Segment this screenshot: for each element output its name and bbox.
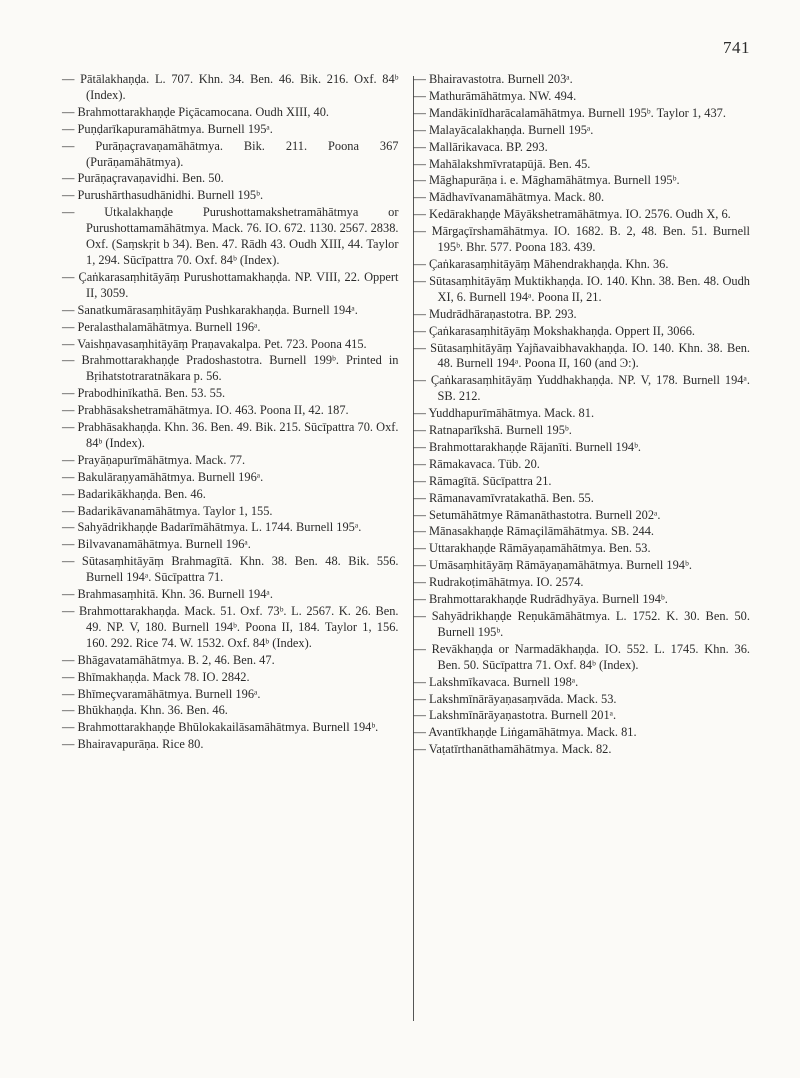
catalog-entry: — Çaṅkarasaṃhitāyāṃ Māhendrakhaṇḍa. Khn. 36. (414, 257, 751, 273)
catalog-entry: — Sūtasaṃhitāyāṃ Brahmagītā. Khn. 38. Ben. 48. Bik. 556. Burnell 194ᵃ. Sūcīpattra 71. (62, 554, 399, 586)
catalog-entry: — Bhāgavatamāhātmya. B. 2, 46. Ben. 47. (62, 653, 399, 669)
catalog-entry: — Brahmottarakhaṇḍe Bhūlokakailāsamāhātmya. Burnell 194ᵇ. (62, 720, 399, 736)
catalog-entry: — Mahālakshmīvratapūjā. Ben. 45. (414, 157, 751, 173)
catalog-entry: — Sūtasaṃhitāyāṃ Muktikhaṇḍa. IO. 140. Khn. 38. Ben. 48. Oudh XI, 6. Burnell 194ᵃ. Poona II, 21. (414, 274, 751, 306)
catalog-entry: — Bhairavapurāṇa. Rice 80. (62, 737, 399, 753)
catalog-entry: — Mallārikavaca. BP. 293. (414, 140, 751, 156)
catalog-entry: — Māghapurāṇa i. e. Māghamāhātmya. Burnell 195ᵇ. (414, 173, 751, 189)
catalog-entry: — Prabodhinīkathā. Ben. 53. 55. (62, 386, 399, 402)
catalog-entry: — Umāsaṃhitāyāṃ Rāmāyaṇamāhātmya. Burnell 194ᵇ. (414, 558, 751, 574)
catalog-entry: — Bakulāraṇyamāhātmya. Burnell 196ᵃ. (62, 470, 399, 486)
catalog-entry: — Rāmagītā. Sūcīpattra 21. (414, 474, 751, 490)
catalog-entry: — Avantīkhaṇḍe Liṅgamāhātmya. Mack. 81. (414, 725, 751, 741)
catalog-entry: — Rāmakavaca. Tüb. 20. (414, 457, 751, 473)
catalog-entry: — Bilvavanamāhātmya. Burnell 196ᵃ. (62, 537, 399, 553)
left-column (62, 72, 413, 1021)
catalog-entry: — Badarikāvanamāhātmya. Taylor 1, 155. (62, 504, 399, 520)
catalog-entry: — Prayāṇapurīmāhātmya. Mack. 77. (62, 453, 399, 469)
catalog-entry: — Mārgaçīrshamāhātmya. IO. 1682. B. 2, 48. Ben. 51. Burnell 195ᵇ. Bhr. 577. Poona 183. 439. (414, 224, 751, 256)
catalog-entry: — Lakshmīkavaca. Burnell 198ᵃ. (414, 675, 751, 691)
catalog-entry: — Puṇḍarīkapuramāhātmya. Burnell 195ᵃ. (62, 122, 399, 138)
catalog-entry: — Revākhaṇḍa or Narmadākhaṇḍa. IO. 552. L. 1745. Khn. 36. Ben. 50. Sūcīpattra 71. Oxf. 84ᵇ (Index). (414, 642, 751, 674)
catalog-entry: — Mandākinīdharācalamāhātmya. Burnell 195ᵇ. Taylor 1, 437. (414, 106, 751, 122)
catalog-entry: — Brahmottarakhaṇḍa. Mack. 51. Oxf. 73ᵇ. L. 2567. K. 26. Ben. 49. NP. V, 180. Burnell 194ᵇ. Poona II, 184. Taylor 1, 156. 160. 292. Rice 74. W. 1532. Oxf. 84ᵇ (Index). (62, 604, 399, 652)
catalog-entry: — Bhīmeçvaramāhātmya. Burnell 196ᵃ. (62, 687, 399, 703)
catalog-entry: — Çaṅkarasaṃhitāyāṃ Mokshakhaṇḍa. Oppert II, 3066. (414, 324, 751, 340)
catalog-entry: — Bhīmakhaṇḍa. Mack 78. IO. 2842. (62, 670, 399, 686)
catalog-entry: — Mānasakhaṇḍe Rāmaçilāmāhātmya. SB. 244. (414, 524, 751, 540)
catalog-entry: — Mathurāmāhātmya. NW. 494. (414, 89, 751, 105)
catalog-entry: — Rudrakoṭimāhātmya. IO. 2574. (414, 575, 751, 591)
catalog-entry: — Çaṅkarasaṃhitāyāṃ Purushottamakhaṇḍa. NP. VIII, 22. Oppert II, 3059. (62, 270, 399, 302)
catalog-entry: — Purāṇaçravaṇavidhi. Ben. 50. (62, 171, 399, 187)
catalog-entry: — Bhairavastotra. Burnell 203ᵃ. (414, 72, 751, 88)
catalog-entry: — Mudrādhāraṇastotra. BP. 293. (414, 307, 751, 323)
catalog-entry: — Yuddhapurīmāhātmya. Mack. 81. (414, 406, 751, 422)
two-column-catalog (62, 72, 764, 1021)
catalog-entry: — Utkalakhaṇḍe Purushottamakshetramāhātmya or Purushottamamāhātmya. Mack. 76. IO. 672. 1130. 2567. 2838. Oxf. (Saṃskṛit b 34). Ben. 47. Rādh 43. Oudh XIII, 44. Taylor 1, 294. Sūcīpattra 70. Oxf. 84ᵇ (Index). (62, 205, 399, 269)
catalog-entry: — Rāmanavamīvratakathā. Ben. 55. (414, 491, 751, 507)
catalog-entry: — Pātālakhaṇḍa. L. 707. Khn. 34. Ben. 46. Bik. 216. Oxf. 84ᵇ (Index). (62, 72, 399, 104)
right-column (414, 72, 765, 1021)
catalog-entry: — Brahmottarakhaṇḍe Rudrādhyāya. Burnell 194ᵇ. (414, 592, 751, 608)
catalog-entry: — Purushārthasudhānidhi. Burnell 195ᵇ. (62, 188, 399, 204)
catalog-entry: — Sahyādrikhaṇḍe Reṇukāmāhātmya. L. 1752. K. 30. Ben. 50. Burnell 195ᵇ. (414, 609, 751, 641)
catalog-entry: — Lakshmīnārāyaṇastotra. Burnell 201ᵃ. (414, 708, 751, 724)
catalog-entry: — Malayācalakhaṇḍa. Burnell 195ᵃ. (414, 123, 751, 139)
catalog-entry: — Vaṭatīrthanāthamāhātmya. Mack. 82. (414, 742, 751, 758)
catalog-entry: — Brahmottarakhaṇḍe Rājanīti. Burnell 194ᵇ. (414, 440, 751, 456)
catalog-entry: — Prabhāsakhaṇḍa. Khn. 36. Ben. 49. Bik. 215. Sūcīpattra 70. Oxf. 84ᵇ (Index). (62, 420, 399, 452)
catalog-entry: — Kedārakhaṇḍe Māyākshetramāhātmya. IO. 2576. Oudh X, 6. (414, 207, 751, 223)
catalog-entry: — Sahyādrikhaṇḍe Badarīmāhātmya. L. 1744. Burnell 195ᵃ. (62, 520, 399, 536)
catalog-entry: — Sanatkumārasaṃhitāyāṃ Pushkarakhaṇḍa. Burnell 194ᵃ. (62, 303, 399, 319)
catalog-entry: — Uttarakhaṇḍe Rāmāyaṇamāhātmya. Ben. 53. (414, 541, 751, 557)
catalog-entry: — Purāṇaçravaṇamāhātmya. Bik. 211. Poona 367 (Purāṇamāhātmya). (62, 139, 399, 171)
catalog-entry: — Mādhavīvanamāhātmya. Mack. 80. (414, 190, 751, 206)
catalog-entry: — Vaishṇavasaṃhitāyāṃ Praṇavakalpa. Pet. 723. Poona 415. (62, 337, 399, 353)
page-number: 741 (723, 38, 750, 57)
catalog-entry: — Setumāhātmye Rāmanāthastotra. Burnell 202ᵃ. (414, 508, 751, 524)
catalog-entry: — Brahmasaṃhitā. Khn. 36. Burnell 194ᵃ. (62, 587, 399, 603)
catalog-entry: — Brahmottarakhaṇḍe Piçācamocana. Oudh XIII, 40. (62, 105, 399, 121)
catalog-entry: — Prabhāsakshetramāhātmya. IO. 463. Poona II, 42. 187. (62, 403, 399, 419)
catalog-entry: — Sūtasaṃhitāyāṃ Yajñavaibhavakhaṇḍa. IO. 140. Khn. 38. Ben. 48. Burnell 194ᵃ. Poona II, 160 (and Ͽ:). (414, 341, 751, 373)
catalog-entry: — Lakshmīnārāyaṇasaṃvāda. Mack. 53. (414, 692, 751, 708)
catalog-entry: — Bhūkhaṇḍa. Khn. 36. Ben. 46. (62, 703, 399, 719)
catalog-entry: — Çaṅkarasaṃhitāyāṃ Yuddhakhaṇḍa. NP. V, 178. Burnell 194ᵃ. SB. 212. (414, 373, 751, 405)
catalog-entry: — Ratnaparīkshā. Burnell 195ᵇ. (414, 423, 751, 439)
catalog-entry: — Peralasthalamāhātmya. Burnell 196ᵃ. (62, 320, 399, 336)
catalog-entry: — Badarikākhaṇḍa. Ben. 46. (62, 487, 399, 503)
catalog-entry: — Brahmottarakhaṇḍe Pradoshastotra. Burnell 199ᵇ. Printed in Bṛihatstotraratnākara p. 56. (62, 353, 399, 385)
